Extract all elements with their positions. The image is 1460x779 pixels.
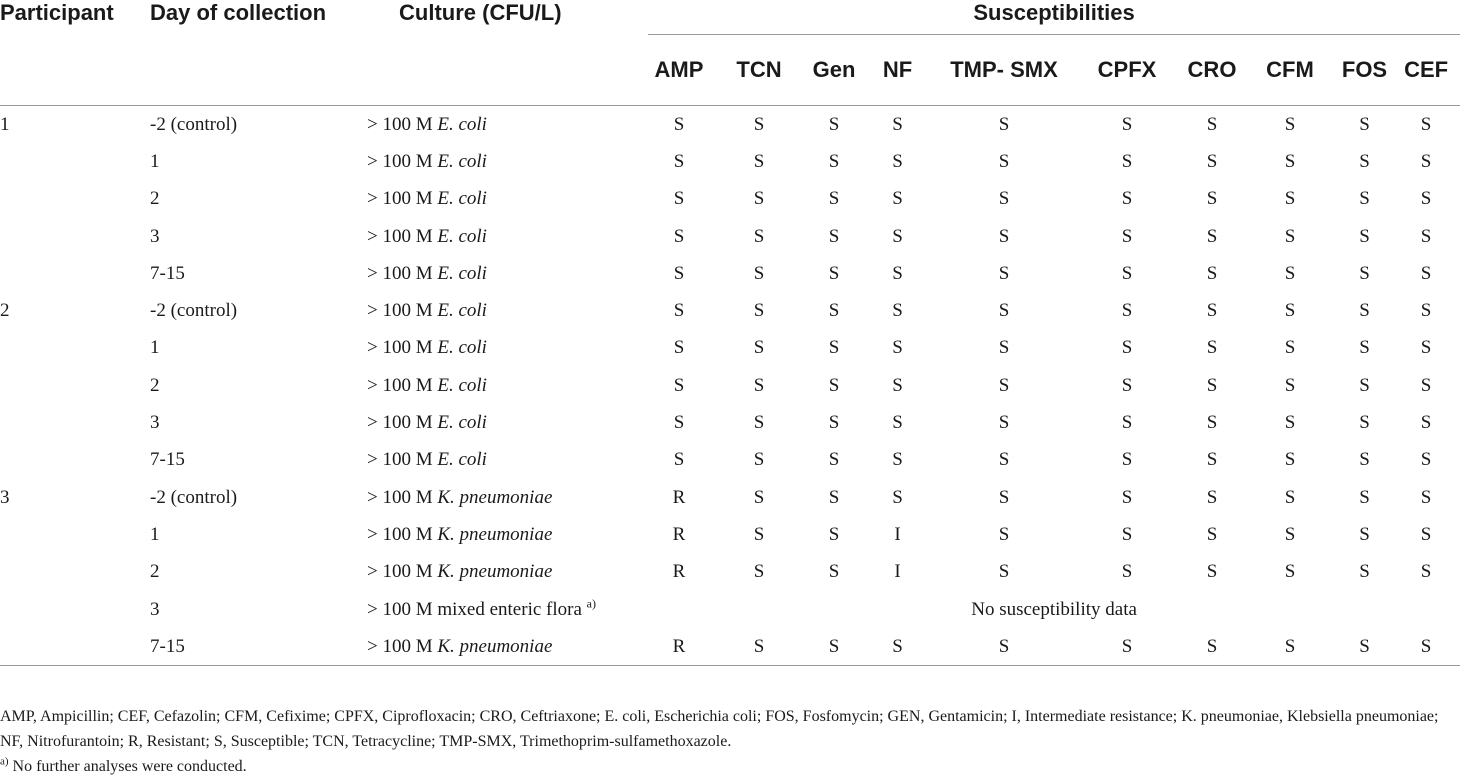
culture-cell <box>363 106 648 144</box>
culture-count: > 100 M mixed enteric flora <box>367 598 587 620</box>
table-row <box>0 404 1460 441</box>
susceptibility-cell-cpfx: S <box>1121 486 1133 508</box>
organism-name: E. coli <box>437 225 487 247</box>
susceptibility-cell-gen: S <box>828 262 840 284</box>
susceptibility-cell-tcn: S <box>753 188 765 210</box>
susceptibility-cell-cpfx: S <box>1121 225 1133 247</box>
susceptibility-cell-fos: S <box>1359 523 1370 545</box>
no-susceptibility-data-cell: No susceptibility data <box>971 598 1137 620</box>
table-row <box>0 181 1460 218</box>
culture-cell <box>363 442 648 479</box>
susceptibility-cell-fos: S <box>1359 486 1370 508</box>
susceptibility-cell-tcn: S <box>753 113 765 135</box>
susceptibility-cell-cef: S <box>1392 628 1460 666</box>
participant-cell <box>0 143 147 180</box>
day-cell: 7-15 <box>147 628 363 666</box>
participant-cell <box>0 181 147 218</box>
table-row <box>0 367 1460 404</box>
susceptibility-cell-nf: I <box>894 561 901 583</box>
susceptibility-cell-cpfx: S <box>1121 113 1133 135</box>
header-spacer <box>147 35 363 106</box>
participant-cell <box>0 554 147 591</box>
susceptibility-cell-amp: R <box>672 523 686 545</box>
susceptibility-cell-cef: S <box>1420 150 1432 172</box>
culture-cell <box>363 367 648 404</box>
susceptibility-cell-amp: R <box>648 628 710 666</box>
susceptibility-cell-cef: S <box>1420 225 1432 247</box>
susceptibility-cell-nf: S <box>892 374 903 396</box>
susceptibility-cell-nf: S <box>892 150 903 172</box>
susceptibility-cell-nf: S <box>892 486 903 508</box>
susceptibility-cell-tcn: S <box>753 225 765 247</box>
organism-name: E. coli <box>437 449 487 471</box>
susceptibility-cell-cro: S <box>1206 486 1218 508</box>
culture-cell <box>363 554 648 591</box>
culture-cell <box>363 516 648 553</box>
organism-name: E. coli <box>437 262 487 284</box>
day-of-collection-header: Day of collection <box>150 0 327 25</box>
susceptibility-cell-cpfx: S <box>1121 374 1133 396</box>
participant-cell <box>0 367 147 404</box>
culture-cell <box>363 404 648 441</box>
susceptibility-cell-nf: S <box>892 225 903 247</box>
susceptibility-cell-tcn: S <box>753 412 765 434</box>
susceptibility-cell-amp: R <box>672 561 686 583</box>
culture-cell <box>363 330 648 367</box>
susceptibility-cell-tmp-smx: S <box>998 561 1010 583</box>
susceptibility-cell-cro: S <box>1206 412 1218 434</box>
antibiotic-header-cfm: CFM <box>1243 35 1337 106</box>
susceptibility-cell-gen: S <box>828 150 840 172</box>
susceptibility-cell-amp: S <box>673 374 685 396</box>
susceptibility-cell-cro: S <box>1181 628 1243 666</box>
organism-name: K. pneumoniae <box>437 523 553 545</box>
day-cell: 2 <box>150 188 160 210</box>
susceptibility-cell-fos: S <box>1359 337 1370 359</box>
susceptibility-cell-gen: S <box>828 225 840 247</box>
day-cell: 3 <box>150 412 160 434</box>
susceptibility-cell-fos: S <box>1359 449 1370 471</box>
organism-name: K. pneumoniae <box>437 561 553 583</box>
susceptibility-cell-cfm: S <box>1284 412 1296 434</box>
susceptibility-cell-tcn: S <box>753 523 765 545</box>
susceptibility-cell-cro: S <box>1206 337 1218 359</box>
day-cell: 3 <box>150 598 160 620</box>
susceptibility-cell-cef: S <box>1420 561 1432 583</box>
susceptibility-cell-fos: S <box>1337 628 1392 666</box>
susceptibility-cell-cfm: S <box>1284 225 1296 247</box>
susceptibility-cell-nf: S <box>892 188 903 210</box>
antibiotic-header-tmp-smx: TMP- SMX <box>935 35 1073 106</box>
susceptibility-cell-cro: S <box>1206 113 1218 135</box>
participant-cell: 2 <box>0 300 10 322</box>
culture-count: > 100 M <box>367 188 438 210</box>
susceptibility-cell-cpfx: S <box>1121 523 1133 545</box>
susceptibility-cell-tmp-smx: S <box>998 300 1010 322</box>
culture-cell <box>363 628 648 666</box>
susceptibility-cell-amp: S <box>673 188 685 210</box>
day-cell: -2 (control) <box>150 486 238 508</box>
table-row <box>0 479 1460 516</box>
susceptibility-cell-nf: S <box>892 262 903 284</box>
organism-name: E. coli <box>437 188 487 210</box>
susceptibility-cell-tcn: S <box>753 150 765 172</box>
table-row <box>0 143 1460 180</box>
susceptibility-cell-fos: S <box>1359 561 1370 583</box>
participant-cell <box>0 516 147 553</box>
susceptibility-cell-gen: S <box>828 300 840 322</box>
susceptibility-cell-gen: S <box>828 374 840 396</box>
susceptibility-cell-gen: S <box>808 628 860 666</box>
culture-count: > 100 M <box>367 561 438 583</box>
culture-count: > 100 M <box>367 337 438 359</box>
susceptibility-cell-tcn: S <box>753 486 765 508</box>
susceptibility-cell-tmp-smx: S <box>998 449 1010 471</box>
susceptibility-cell-cef: S <box>1420 262 1432 284</box>
susceptibility-cell-nf: S <box>892 113 903 135</box>
organism-name: K. pneumoniae <box>437 635 553 657</box>
susceptibility-cell-tcn: S <box>710 628 808 666</box>
participant-cell <box>0 404 147 441</box>
susceptibility-cell-cfm: S <box>1284 150 1296 172</box>
culture-count: > 100 M <box>367 523 438 545</box>
susceptibility-cell-tcn: S <box>753 337 765 359</box>
culture-count: > 100 M <box>367 635 438 657</box>
susceptibility-cell-cro: S <box>1206 561 1218 583</box>
culture-cell <box>363 292 648 329</box>
susceptibility-cell-cro: S <box>1206 449 1218 471</box>
susceptibility-cell-tcn: S <box>753 374 765 396</box>
antibiotic-header-cro: CRO <box>1181 35 1243 106</box>
header-row-top <box>0 0 1460 35</box>
culture-cell <box>363 218 648 255</box>
susceptibility-cell-amp: S <box>673 300 685 322</box>
susceptibility-cell-fos: S <box>1359 262 1370 284</box>
table-row <box>0 442 1460 479</box>
susceptibility-cell-tmp-smx: S <box>998 262 1010 284</box>
footnote-mark: a) <box>0 755 9 768</box>
table-body <box>0 106 1460 666</box>
table-row <box>0 591 1460 628</box>
susceptibility-cell-tmp-smx: S <box>998 337 1010 359</box>
susceptibility-cell-amp: S <box>673 449 685 471</box>
susceptibility-cell-cfm: S <box>1284 262 1296 284</box>
susceptibility-cell-cpfx: S <box>1121 150 1133 172</box>
antibiotic-header-tcn: TCN <box>710 35 808 106</box>
table-row <box>0 554 1460 591</box>
susceptibility-cell-nf: S <box>892 449 903 471</box>
susceptibility-cell-amp: S <box>673 150 685 172</box>
susceptibility-cell-tmp-smx: S <box>998 225 1010 247</box>
organism-name: E. coli <box>437 374 487 396</box>
susceptibility-cell-tcn: S <box>753 449 765 471</box>
susceptibility-cell-cro: S <box>1206 262 1218 284</box>
susceptibility-cell-cef: S <box>1420 337 1432 359</box>
susceptibility-cell-tcn: S <box>753 300 765 322</box>
susceptibility-cell-cro: S <box>1206 225 1218 247</box>
susceptibility-cell-tmp-smx: S <box>998 150 1010 172</box>
culture-count: > 100 M <box>367 412 438 434</box>
participant-cell <box>0 442 147 479</box>
susceptibility-cell-nf: S <box>860 628 935 666</box>
table-row <box>0 106 1460 144</box>
susceptibility-cell-amp: S <box>673 113 685 135</box>
susceptibility-cell-cpfx: S <box>1121 412 1133 434</box>
susceptibility-cell-cef: S <box>1420 523 1432 545</box>
day-cell: 1 <box>150 523 160 545</box>
day-cell: -2 (control) <box>150 113 238 135</box>
susceptibility-cell-cro: S <box>1206 523 1218 545</box>
organism-name: E. coli <box>437 150 487 172</box>
antibiotic-header-fos: FOS <box>1337 35 1392 106</box>
susceptibility-cell-fos: S <box>1359 188 1370 210</box>
susceptibility-cell-cfm: S <box>1284 374 1296 396</box>
day-cell: 7-15 <box>150 449 185 471</box>
susceptibility-cell-fos: S <box>1359 374 1370 396</box>
day-cell: 2 <box>150 561 160 583</box>
culture-count: > 100 M <box>367 449 438 471</box>
susceptibility-cell-cef: S <box>1420 374 1432 396</box>
organism-name: E. coli <box>437 300 487 322</box>
susceptibility-cell-cpfx: S <box>1121 262 1133 284</box>
susceptibility-cell-cfm: S <box>1284 188 1296 210</box>
susceptibility-cell-gen: S <box>828 188 840 210</box>
susceptibility-cell-tcn: S <box>753 561 765 583</box>
culture-count: > 100 M <box>367 150 438 172</box>
susceptibility-cell-tmp-smx: S <box>998 113 1010 135</box>
susceptibility-cell-cef: S <box>1420 449 1432 471</box>
table-row <box>0 255 1460 292</box>
susceptibility-cell-cef: S <box>1420 188 1432 210</box>
antibiotic-header-gen: Gen <box>808 35 860 106</box>
table-row <box>0 330 1460 367</box>
susceptibility-cell-gen: S <box>828 412 840 434</box>
susceptibility-cell-fos: S <box>1359 412 1370 434</box>
organism-name: E. coli <box>437 412 487 434</box>
susceptibility-cell-cef: S <box>1420 486 1432 508</box>
susceptibility-cell-gen: S <box>828 449 840 471</box>
day-cell: 7-15 <box>150 262 185 284</box>
table-row <box>0 218 1460 255</box>
participant-cell <box>0 628 147 666</box>
culture-header: Culture (CFU/L) <box>399 0 562 25</box>
susceptibility-cell-cfm: S <box>1284 300 1296 322</box>
header-spacer <box>363 35 648 106</box>
participant-cell <box>0 591 147 628</box>
culture-count: > 100 M <box>367 486 438 508</box>
culture-count: > 100 M <box>367 113 438 135</box>
culture-cell <box>363 591 648 628</box>
antibiotic-header-cpfx: CPFX <box>1073 35 1181 106</box>
footnote-mark: a) <box>586 596 596 611</box>
susceptibility-cell-amp: S <box>673 412 685 434</box>
culture-count: > 100 M <box>367 225 438 247</box>
susceptibility-cell-cpfx: S <box>1121 188 1133 210</box>
organism-name: E. coli <box>437 337 487 359</box>
day-cell: 1 <box>150 337 160 359</box>
susceptibility-cell-tmp-smx: S <box>998 412 1010 434</box>
susceptibility-cell-cef: S <box>1420 412 1432 434</box>
susceptibility-cell-gen: S <box>828 561 840 583</box>
susceptibility-cell-cfm: S <box>1284 486 1296 508</box>
participant-cell <box>0 255 147 292</box>
susceptibility-cell-cfm: S <box>1243 628 1337 666</box>
table-row <box>0 516 1460 553</box>
day-cell: 2 <box>150 374 160 396</box>
antibiotic-header-cef: CEF <box>1392 35 1460 106</box>
day-cell: 1 <box>150 150 160 172</box>
susceptibility-cell-tmp-smx: S <box>998 486 1010 508</box>
susceptibility-cell-amp: S <box>673 225 685 247</box>
susceptibility-cell-cef: S <box>1420 300 1432 322</box>
susceptibility-cell-cpfx: S <box>1121 561 1133 583</box>
culture-cell <box>363 255 648 292</box>
susceptibility-cell-fos: S <box>1359 300 1370 322</box>
participant-cell: 3 <box>0 486 10 508</box>
susceptibility-cell-amp: S <box>673 337 685 359</box>
susceptibility-cell-cfm: S <box>1284 337 1296 359</box>
header-row-antibiotics <box>0 35 1460 106</box>
susceptibility-cell-gen: S <box>828 337 840 359</box>
day-cell: -2 (control) <box>150 300 238 322</box>
susceptibility-cell-cfm: S <box>1284 523 1296 545</box>
susceptibility-cell-gen: S <box>828 113 840 135</box>
culture-cell <box>363 479 648 516</box>
susceptibility-cell-cpfx: S <box>1073 628 1181 666</box>
susceptibility-cell-nf: S <box>892 300 903 322</box>
table-row <box>0 292 1460 329</box>
table-row <box>0 628 1460 666</box>
susceptibility-cell-amp: S <box>673 262 685 284</box>
susceptibilities-header: Susceptibilities <box>648 0 1460 35</box>
organism-name: K. pneumoniae <box>437 486 553 508</box>
antibiotic-header-nf: NF <box>860 35 935 106</box>
organism-name: E. coli <box>437 113 487 135</box>
culture-cell <box>363 181 648 218</box>
susceptibility-cell-fos: S <box>1359 113 1370 135</box>
antibiotic-header-amp: AMP <box>648 35 710 106</box>
susceptibility-cell-cfm: S <box>1284 561 1296 583</box>
analysis-footnote <box>0 754 1460 779</box>
susceptibility-cell-nf: I <box>894 523 901 545</box>
culture-cell <box>363 143 648 180</box>
susceptibility-cell-cro: S <box>1206 374 1218 396</box>
culture-count: > 100 M <box>367 300 438 322</box>
susceptibility-cell-tmp-smx: S <box>998 188 1010 210</box>
susceptibility-cell-cro: S <box>1206 300 1218 322</box>
susceptibility-cell-cfm: S <box>1284 449 1296 471</box>
susceptibility-cell-amp: R <box>672 486 686 508</box>
susceptibility-cell-cef: S <box>1420 113 1432 135</box>
table-footnotes <box>0 704 1460 779</box>
susceptibility-cell-fos: S <box>1359 225 1370 247</box>
susceptibility-cell-cpfx: S <box>1121 337 1133 359</box>
participant-cell <box>0 218 147 255</box>
susceptibility-cell-tmp-smx: S <box>998 523 1010 545</box>
susceptibility-cell-tcn: S <box>753 262 765 284</box>
susceptibility-cell-cpfx: S <box>1121 300 1133 322</box>
day-cell: 3 <box>150 225 160 247</box>
culture-count: > 100 M <box>367 262 438 284</box>
participant-header: Participant <box>0 0 114 25</box>
susceptibility-cell-cpfx: S <box>1121 449 1133 471</box>
footnote-text: No further analyses were conducted. <box>8 758 247 775</box>
susceptibility-cell-cro: S <box>1206 188 1218 210</box>
susceptibility-cell-fos: S <box>1359 150 1370 172</box>
participant-cell: 1 <box>0 113 10 135</box>
susceptibility-cell-cro: S <box>1206 150 1218 172</box>
susceptibility-cell-gen: S <box>828 486 840 508</box>
susceptibility-cell-tmp-smx: S <box>935 628 1073 666</box>
abbreviations-footnote: AMP, Ampicillin; CEF, Cefazolin; CFM, Cefixime; CPFX, Ciprofloxacin; CRO, Ceftriaxone; E. coli, Escherichia coli; FOS, Fosfomycin; GEN, Gentamicin; I, Intermediate resistance; K. pneumoniae, Klebsiella pneumoniae; NF, Nitrofurantoin; R, Resistant; S, Susceptible; TCN, Tetracycline; TMP-SMX, Trimethoprim-sulfamethoxazole. <box>0 708 1439 750</box>
participant-cell <box>0 330 147 367</box>
culture-count: > 100 M <box>367 374 438 396</box>
susceptibility-cell-nf: S <box>892 412 903 434</box>
susceptibility-cell-tmp-smx: S <box>998 374 1010 396</box>
header-spacer <box>0 35 147 106</box>
susceptibility-cell-gen: S <box>828 523 840 545</box>
susceptibility-cell-nf: S <box>892 337 903 359</box>
susceptibility-cell-cfm: S <box>1284 113 1296 135</box>
